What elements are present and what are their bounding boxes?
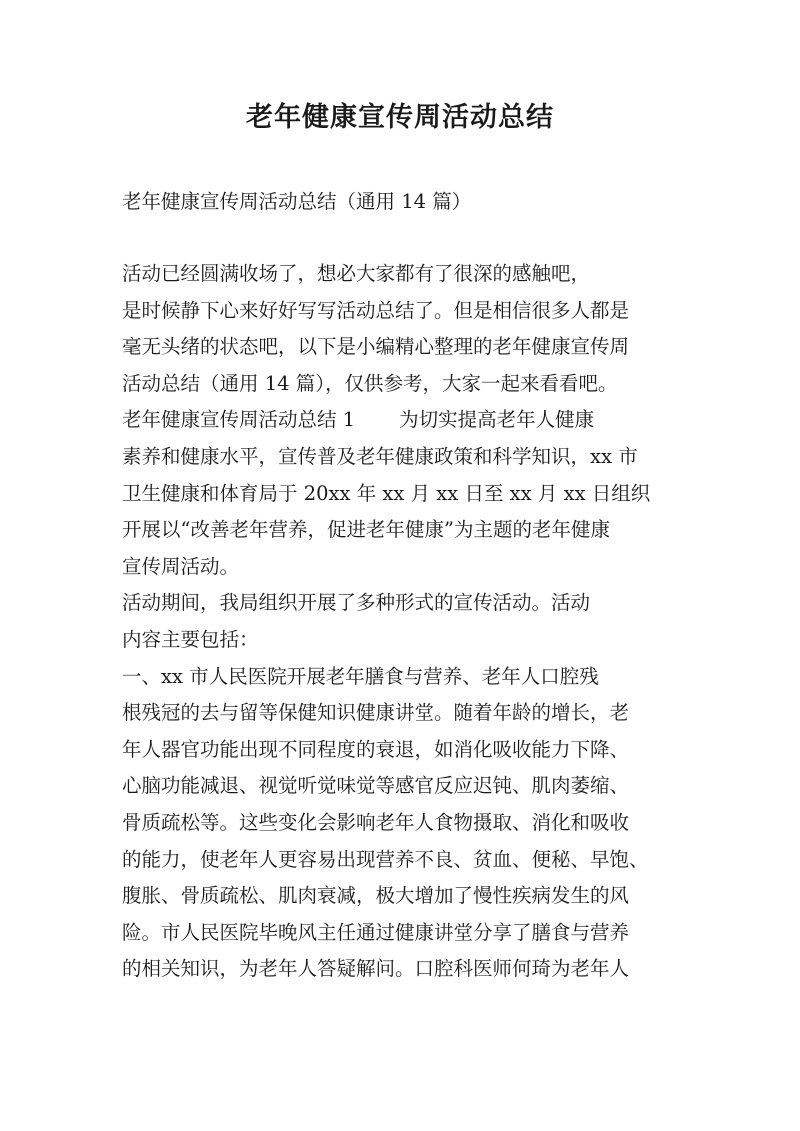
text-line: 是时候静下心来好好写写活动总结了。但是相信很多人都是 [122, 298, 630, 322]
document-body [122, 256, 682, 988]
text-line: 活动总结（通用 14 篇），仅供参考，大家一起来看看吧。 [122, 371, 618, 395]
document-title: 老年健康宣传周活动总结 [246, 102, 554, 133]
text-line: 一、xx 市人民医院开展老年膳食与营养、老年人口腔残 [122, 664, 599, 688]
text-line: 腹胀、骨质疏松、肌肉衰减，极大增加了慢性疾病发生的风 [122, 884, 630, 908]
text-line: 开展以“改善老年营养，促进老年健康”为主题的老年健康 [122, 518, 610, 542]
text-line: 的相关知识，为老年人答疑解问。口腔科医师何琦为老年人 [122, 957, 630, 981]
text-line: 的能力，使老年人更容易出现营养不良、贫血、便秘、早饱、 [122, 847, 649, 871]
document-subtitle: 老年健康宣传周活动总结（通用 14 篇） [122, 190, 472, 213]
text-line: 心脑功能减退、视觉听觉味觉等感官反应迟钝、肌肉萎缩、 [122, 774, 630, 798]
text-line: 活动期间，我局组织开展了多种形式的宣传活动。活动 [122, 591, 591, 615]
text-line: 素养和健康水平，宣传普及老年健康政策和科学知识，xx 市 [122, 444, 638, 468]
text-line: 年人器官功能出现不同程度的衰退，如消化吸收能力下降、 [122, 737, 630, 761]
intro-paragraph [122, 256, 682, 402]
text-line: 毫无头绪的状态吧，以下是小编精心整理的老年健康宣传周 [122, 335, 630, 359]
text-line: 骨质疏松等。这些变化会影响老年人食物摄取、消化和吸收 [122, 810, 630, 834]
text-line: 根残冠的去与留等保健知识健康讲堂。随着年龄的增长，老 [122, 701, 630, 725]
section-heading: 老年健康宣传周活动总结 1 [122, 408, 356, 432]
text-line: 活动已经圆满收场了，想必大家都有了很深的感触吧， [122, 262, 591, 285]
text-line: 宣传周活动。 [122, 554, 240, 578]
paragraph-1 [122, 402, 682, 585]
text-line: 险。市人民医院毕晚风主任通过健康讲堂分享了膳食与营养 [122, 920, 630, 944]
text-line: 卫生健康和体育局于 20xx 年 xx 月 xx 日至 xx 月 xx 日组织 [122, 481, 651, 505]
paragraph-2 [122, 585, 682, 658]
paragraph-3 [122, 659, 682, 988]
text-segment: 为切实提高老年人健康 [399, 408, 595, 432]
text-line [122, 402, 682, 439]
text-line: 内容主要包括： [122, 627, 259, 651]
